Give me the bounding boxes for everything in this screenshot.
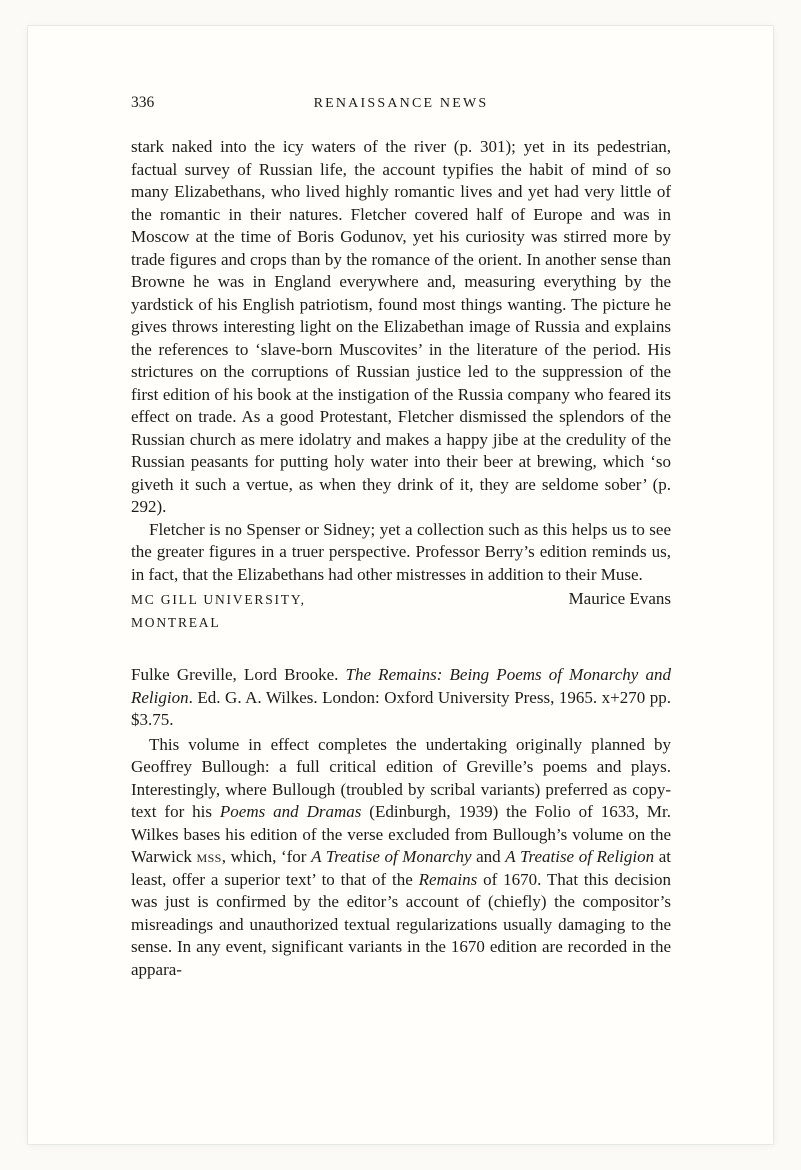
text-segment: mss	[196, 847, 222, 866]
running-head	[131, 94, 671, 112]
text-segment: . Ed. G. A. Wilkes. London: Oxford University Press, 1965. x+270 pp. $3.75.	[131, 687, 671, 729]
text-segment: A Treatise of Religion	[505, 847, 655, 866]
text-segment: (Edinburgh, 1939) the Folio of 1633, Mr. Wilkes bases his edition of the verse excluded from Bullough’s volume on the Warwick	[131, 802, 672, 866]
greville-review-heading	[131, 664, 671, 732]
text-segment: The Remains: Being Poems of Monarchy and Religion	[131, 665, 671, 707]
text-segment: A Treatise of Monarchy	[311, 847, 472, 866]
journal-title: RENAISSANCE NEWS	[313, 96, 489, 111]
page-sheet	[28, 26, 773, 1144]
page-number: 336	[131, 94, 155, 111]
text-segment: of 1670. That this decision was just is confirmed by the editor’s account of (chiefly) the compositor’s misreadings and unauthorized textual regularizations usually damaging to the sense. In any event, significant variants in the 1670 edition are recorded in the appara-	[131, 869, 671, 979]
reviewer-name: Maurice Evans	[568, 589, 671, 608]
text-column	[131, 94, 671, 981]
fletcher-review-paragraph-1: stark naked into the icy waters of the river (p. 301); yet in its pedestrian, factual survey of Russian life, the account typifies the habit of mind of so many Elizabethans, who lived highly romantic lives and yet had very little of the romantic in their natures. Fletcher covered half of Europe and was in Moscow at the time of Boris Godunov, yet his curiosity was stirred more by trade figures and crops than by the romance of the orient. In another sense than Browne he was in England everywhere and, measuring everything by the yardstick of his English patriotism, found most things wanting. The picture he gives throws interesting light on the Elizabethan image of Russia and explains the references to ‘slave-born Muscovites’ in the literature of the period. His strictures on the corruptions of Russian justice led to the suppression of the first edition of his book at the instigation of the Russia company who feared its effect on trade. As a good Protestant, Fletcher dismissed the splendors of the Russian church as mere idolatry and makes a happy jibe at the credulity of the Russian peasants for putting holy water into their beer at brewing, which ‘so giveth it such a vertue, as when they drink of it, they are seldome sober’ (p. 292).	[131, 137, 671, 516]
text-segment: , which, ‘for	[221, 847, 312, 866]
greville-review-paragraph-1	[131, 734, 671, 982]
text-segment: Fulke Greville, Lord Brooke.	[131, 665, 346, 684]
fletcher-review-paragraph-2: Fletcher is no Spenser or Sidney; yet a collection such as this helps us to see the greater figures in a truer perspective. Professor Berry’s edition reminds us, in fact, that the Elizabethans had other mistresses in addition to their Muse.	[131, 519, 671, 584]
reviewer-affiliation-line-1: MC GILL UNIVERSITY,	[131, 592, 306, 607]
review-signature	[131, 589, 671, 612]
text-segment: at least, offer a superior text’ to that of the	[131, 847, 671, 889]
text-segment: This volume in effect completes the undertaking originally planned by Geoffrey Bullough: a full critical edition of Greville’s poems and plays. Interestingly, where Bullough (troubled by scribal variants) preferred as copy-text for his	[131, 734, 671, 821]
text-segment: Poems and Dramas	[219, 802, 362, 821]
text-segment: and	[471, 847, 506, 866]
reviewer-affiliation-line-2: MONTREAL	[131, 614, 221, 630]
text-segment: Remains	[418, 869, 478, 889]
